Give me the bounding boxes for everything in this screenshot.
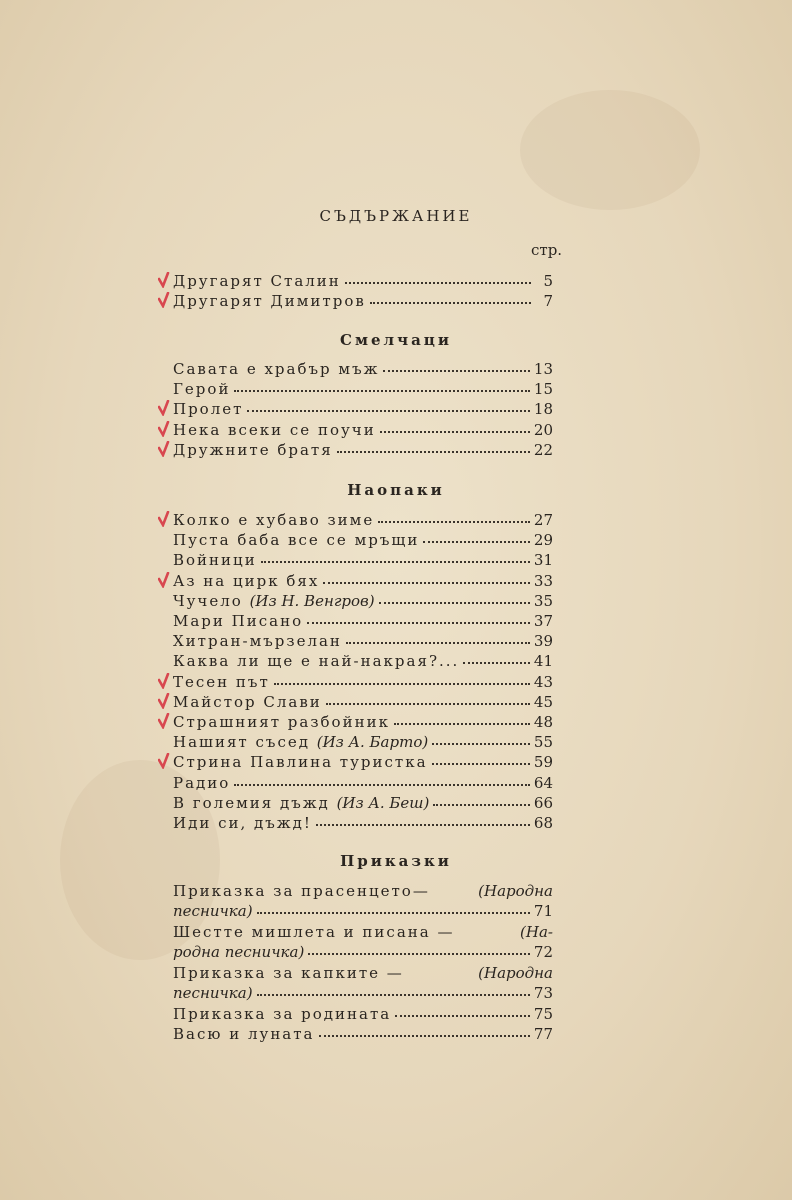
- toc-entry: [173, 529, 553, 549]
- page-column-label: стр.: [531, 241, 563, 259]
- entry-page-number: 13: [533, 360, 553, 378]
- toc-entry: [173, 711, 553, 731]
- entry-page-number: 72: [533, 943, 553, 961]
- toc-entry: [173, 610, 553, 630]
- dot-leader: [247, 409, 529, 412]
- entry-page-number: 39: [533, 632, 553, 651]
- entry-text: В големия дъжд: [173, 793, 330, 812]
- toc-entry: [173, 650, 553, 670]
- red-check-mark-icon: [158, 713, 170, 729]
- red-check-mark-icon: [158, 421, 170, 437]
- dot-leader: [380, 430, 530, 433]
- entry-text: Приказка за родината: [173, 1005, 392, 1023]
- entry-page-number: 20: [533, 420, 553, 439]
- toc-entry-continuation: [173, 982, 553, 1002]
- toc-entry: [173, 671, 553, 691]
- entry-page-number: 73: [533, 984, 553, 1002]
- dot-leader: [323, 581, 530, 584]
- toc-entry: [173, 792, 553, 812]
- entry-text: Нека всеки се поучи: [173, 420, 376, 439]
- entry-title: [173, 733, 428, 751]
- toc-entry: [173, 691, 553, 711]
- dot-leader: [395, 1014, 530, 1017]
- entry-text: Пуста баба все се мръщи: [173, 531, 420, 550]
- entry-italic-note: (На-: [520, 923, 553, 941]
- red-check-mark-icon: [158, 400, 170, 416]
- entry-page-number: 15: [533, 380, 553, 399]
- toc-entry: [173, 439, 553, 459]
- entry-title: [173, 572, 319, 590]
- entry-page-number: 43: [533, 672, 553, 691]
- toc-entry: [173, 731, 553, 751]
- entry-page-number: 55: [533, 733, 553, 752]
- entry-title: [173, 632, 342, 650]
- entry-title: [173, 531, 419, 549]
- section-heading: Приказки: [340, 852, 452, 870]
- entry-text: Хитран-мързелан: [173, 632, 342, 651]
- entry-page-number: 29: [533, 531, 553, 550]
- dot-leader: [308, 952, 530, 955]
- red-check-mark-icon: [158, 572, 170, 588]
- entry-text: Герой: [173, 380, 231, 399]
- entry-text: Аз на цирк бях: [173, 571, 320, 590]
- dot-leader: [345, 281, 531, 284]
- entry-page-number: 64: [533, 773, 553, 792]
- entry-text: Майстор Слави: [173, 692, 322, 711]
- entry-title: [173, 753, 428, 771]
- entry-title: [173, 421, 376, 439]
- entry-italic-note: (Из Н. Венгров): [249, 591, 375, 610]
- entry-page-number: 48: [533, 713, 553, 731]
- dot-leader: [316, 823, 530, 826]
- toc-entry: [173, 419, 553, 439]
- dot-leader: [383, 369, 529, 372]
- dot-leader: [337, 450, 530, 453]
- dot-leader: [370, 301, 531, 304]
- entry-text: Тесен път: [173, 672, 270, 691]
- toc-entry: [173, 270, 553, 290]
- entry-page-number: 18: [533, 400, 553, 419]
- entry-italic-note: песничка): [173, 902, 253, 920]
- toc-entry: [173, 290, 553, 310]
- entry-text: Иди си, дъжд!: [173, 814, 312, 832]
- dot-leader: [463, 661, 530, 664]
- toc-entry: [173, 1023, 553, 1043]
- dot-leader: [379, 601, 530, 604]
- toc-entry: [173, 378, 553, 398]
- entry-italic-note: (Народна: [478, 882, 553, 900]
- entry-text: Дружните братя: [173, 440, 333, 459]
- entry-page-number: 31: [533, 551, 553, 570]
- entry-page-number: 22: [533, 440, 553, 459]
- entry-page-number: 68: [533, 814, 553, 832]
- entry-page-number: 5: [543, 272, 553, 290]
- dot-leader: [307, 621, 530, 624]
- entry-text: Колко е хубаво зиме: [173, 511, 375, 529]
- toc-entry: [173, 880, 553, 900]
- dot-leader: [394, 722, 530, 725]
- entry-page-number: 66: [533, 793, 553, 812]
- entry-page-number: 45: [533, 692, 553, 711]
- entry-italic-note: родна песничка): [173, 943, 305, 961]
- entry-title: [173, 272, 341, 290]
- entry-text: Каква ли ще е най-накрая?...: [173, 652, 460, 671]
- red-check-mark-icon: [158, 292, 170, 308]
- entry-italic-note: (Из А. Беш): [336, 793, 430, 812]
- entry-title: [173, 551, 257, 569]
- section-heading: Смелчаци: [340, 331, 452, 349]
- red-check-mark-icon: [158, 511, 170, 527]
- dot-leader: [319, 1034, 530, 1037]
- entry-text: Мари Писано: [173, 612, 304, 630]
- entry-title: [173, 652, 459, 670]
- entry-title: [173, 943, 304, 961]
- entry-page-number: 27: [533, 511, 553, 529]
- dot-leader: [432, 762, 530, 765]
- entry-text: [310, 733, 317, 751]
- toc-entry: [173, 812, 553, 832]
- red-check-mark-icon: [158, 753, 170, 769]
- dot-leader: [261, 560, 530, 563]
- entry-title: [173, 292, 366, 310]
- toc-entry: [173, 751, 553, 771]
- entry-text: Приказка за капките —: [173, 964, 404, 982]
- dot-leader: [433, 803, 530, 806]
- entry-text: Страшният разбойник: [173, 713, 390, 731]
- toc-entry: [173, 398, 553, 418]
- toc-entry: [173, 1003, 553, 1023]
- entry-title: [173, 713, 390, 731]
- toc-entry: [173, 570, 553, 590]
- entry-page-number: 71: [533, 902, 553, 920]
- toc-entry-continuation: [173, 941, 553, 961]
- entry-text: Радио: [173, 773, 231, 792]
- entry-title: [173, 902, 253, 920]
- toc-entry: [173, 509, 553, 529]
- entry-italic-note: песничка): [173, 984, 253, 1002]
- toc-entry: [173, 358, 553, 378]
- entry-title: [173, 673, 270, 691]
- toc-entry: [173, 630, 553, 650]
- dot-leader: [326, 702, 530, 705]
- dot-leader: [257, 911, 530, 914]
- section-heading: Наопаки: [347, 481, 445, 499]
- entry-title: [173, 814, 312, 832]
- toc-entry-continuation: [173, 900, 553, 920]
- entry-text: [330, 794, 337, 812]
- entry-text: Стрина Павлина туристка: [173, 753, 428, 772]
- entry-page-number: 37: [533, 612, 553, 630]
- paper-stain: [520, 90, 700, 210]
- entry-page-number: 41: [533, 652, 553, 671]
- entry-text: Васю и луната: [173, 1025, 315, 1044]
- entry-italic-note: (Народна: [478, 964, 553, 982]
- dot-leader: [257, 993, 530, 996]
- red-check-mark-icon: [158, 673, 170, 689]
- dot-leader: [234, 389, 529, 392]
- entry-title: [173, 441, 333, 459]
- dot-leader: [346, 641, 530, 644]
- entry-text: Другарят Димитров: [173, 292, 366, 310]
- toc-entry: [173, 549, 553, 569]
- entry-page-number: 75: [533, 1005, 553, 1023]
- entry-title: [173, 612, 303, 630]
- toc-entry: [173, 921, 553, 941]
- entry-text: Нашият съсед: [173, 733, 310, 752]
- dot-leader: [274, 682, 530, 685]
- entry-title: [173, 511, 374, 529]
- entry-text: Приказка за прасенцето—: [173, 882, 430, 900]
- entry-title: [173, 360, 379, 378]
- entry-text: Войници: [173, 551, 257, 570]
- entry-text: Пролет: [173, 400, 244, 419]
- entry-text: Другарят Сталин: [173, 272, 341, 290]
- entry-text: Чучело: [173, 591, 243, 610]
- red-check-mark-icon: [158, 693, 170, 709]
- dot-leader: [378, 520, 530, 523]
- entry-title: [173, 774, 230, 792]
- entry-title: [173, 693, 322, 711]
- entry-text: [243, 592, 250, 610]
- toc-entry: [173, 962, 553, 982]
- entry-title: [173, 794, 429, 812]
- entry-page-number: 77: [533, 1025, 553, 1044]
- page-title: СЪДЪРЖАНИЕ: [319, 207, 473, 225]
- red-check-mark-icon: [158, 272, 170, 288]
- entry-page-number: 35: [533, 591, 553, 610]
- entry-title: [173, 400, 243, 418]
- entry-title: [173, 380, 230, 398]
- entry-title: [173, 1025, 315, 1043]
- entry-page-number: 33: [533, 571, 553, 590]
- entry-page-number: 7: [543, 292, 553, 310]
- entry-title: [173, 984, 253, 1002]
- entry-italic-note: (Из А. Барто): [316, 733, 429, 752]
- entry-title: [173, 592, 375, 610]
- dot-leader: [432, 742, 530, 745]
- red-check-mark-icon: [158, 441, 170, 457]
- entry-page-number: 59: [533, 753, 553, 772]
- toc-entry: [173, 772, 553, 792]
- entry-title: [173, 1005, 391, 1023]
- dot-leader: [234, 783, 530, 786]
- toc-entry: [173, 590, 553, 610]
- entry-text: Савата е храбър мъж: [173, 360, 380, 378]
- dot-leader: [423, 540, 530, 543]
- entry-text: Шестте мишлета и писана —: [173, 923, 455, 941]
